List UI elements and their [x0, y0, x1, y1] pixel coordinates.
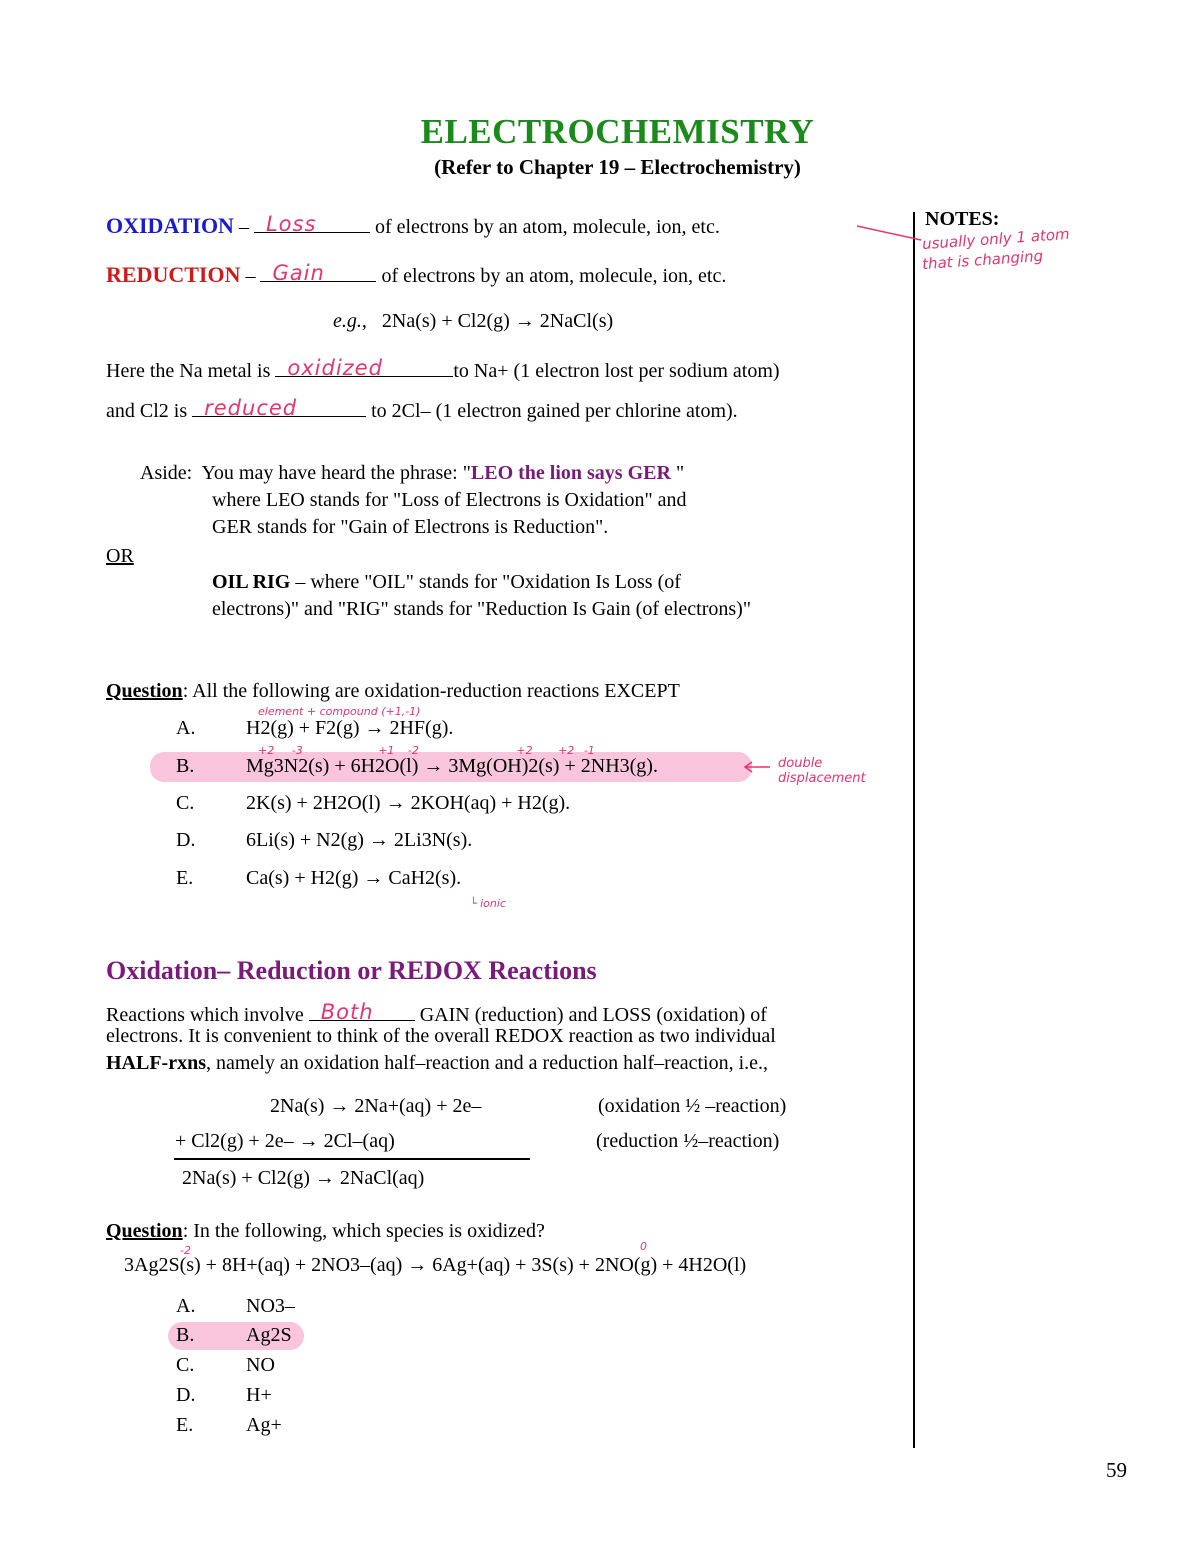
aside-line1-pre: You may have heard the phrase: " [201, 462, 471, 484]
q2-option-a-letter: A. [176, 1295, 196, 1317]
question1-label: Question [106, 680, 183, 702]
q2-mark-1: -2 [180, 1244, 191, 1257]
oxidation-definition [106, 210, 720, 239]
q2-option-b-text: Ag2S [246, 1324, 292, 1346]
reduction-rest: of electrons by an atom, molecule, ion, etc. [381, 265, 727, 287]
notes-handwriting-1: usually only 1 atom [921, 224, 1071, 254]
charge-mg: +2 [258, 744, 275, 757]
notes-label: NOTES: [925, 208, 1000, 230]
oxidation-answer: Loss [265, 212, 317, 236]
half-reaction-reduction: + Cl2(g) + 2e– → 2Cl–(aq) [175, 1130, 395, 1152]
q2-option-d-text: H+ [246, 1384, 272, 1406]
overall-reaction: 2Na(s) + Cl2(g) → 2NaCl(aq) [182, 1167, 425, 1189]
q1-note-e: └ ionic [470, 897, 506, 910]
q1-option-b-letter: B. [176, 755, 195, 777]
example-reaction [333, 310, 613, 333]
notes-handwriting-2: that is changing [921, 246, 1044, 274]
charge-n: -3 [291, 744, 303, 757]
charge-oh2: -1 [583, 744, 595, 757]
q1-option-e-letter: E. [176, 867, 194, 889]
q1-note-e-text: ionic [480, 897, 506, 910]
q1-option-a-text: H2(g) + F2(g) → 2HF(g). [246, 717, 454, 739]
redox-heading: Oxidation– Reduction or REDOX Reactions [106, 956, 597, 985]
oil-line1-text: – where "OIL" stands for "Oxidation Is Loss (of [290, 571, 681, 593]
q2-option-e-text: Ag+ [246, 1414, 282, 1436]
half-reaction-oxidation-label: (oxidation ½ –reaction) [598, 1095, 787, 1117]
half-rxns-term: HALF-rxns [106, 1052, 206, 1074]
oxidation-term: OXIDATION [106, 213, 234, 238]
charge-mg2: +2 [516, 744, 533, 757]
na-line-blank [275, 354, 453, 380]
q1-option-b-text: Mg3N2(s) + 6H2O(l) → 3Mg(OH)2(s) + 2NH3(g). [246, 755, 658, 777]
charge-o: -2 [407, 744, 419, 757]
charge-h: +1 [378, 744, 395, 757]
q1-option-d-letter: D. [176, 829, 196, 851]
cl-line-prefix: and Cl2 is [106, 400, 188, 422]
question1-prompt [106, 680, 680, 703]
q2-option-b-letter: B. [176, 1324, 195, 1346]
redox-p3-post: , namely an oxidation half–reaction and a reduction half–reaction, i.e., [206, 1052, 769, 1074]
question2-prompt [106, 1220, 545, 1243]
oil-rig-term: OIL RIG [212, 571, 291, 593]
redox-blank [309, 998, 415, 1024]
q1-option-c-text: 2K(s) + 2H2O(l) → 2KOH(aq) + H2(g). [246, 792, 571, 814]
q2-option-d-letter: D. [176, 1384, 196, 1406]
double-displacement-arrow-icon [742, 760, 772, 774]
oxidation-dash: – [238, 216, 249, 238]
aside-line-1 [140, 462, 684, 485]
aside-oil-line-1 [212, 571, 681, 594]
question2-label: Question [106, 1220, 183, 1242]
q2-mark-2: 0 [640, 1240, 647, 1253]
example-equation: 2Na(s) + Cl2(g) → 2NaCl(s) [381, 310, 614, 332]
q2-option-c-text: NO [246, 1354, 275, 1376]
reduction-term: REDUCTION [106, 262, 241, 287]
q1-option-c-letter: C. [176, 792, 195, 814]
reduction-dash: – [245, 265, 256, 287]
redox-paragraph-line-2: electrons. It is convenient to think of the overall REDOX reaction as two individual [106, 1025, 776, 1047]
aside-label: Aside: [140, 462, 193, 484]
cl-line-suffix: to 2Cl– (1 electron gained per chlorine atom). [371, 400, 738, 422]
oxidation-blank [254, 210, 370, 236]
na-line-prefix: Here the Na metal is [106, 360, 271, 382]
aside-line1-post: " [670, 462, 685, 484]
charge-oh: +2 [558, 744, 575, 757]
q1-option-a-letter: A. [176, 717, 196, 739]
q2-option-a-text: NO3– [246, 1295, 295, 1317]
question2-text: : In the following, which species is oxidized? [182, 1220, 545, 1242]
notes-divider [913, 212, 915, 1448]
half-reaction-reduction-label: (reduction ½–reaction) [596, 1130, 780, 1152]
na-line-answer: oxidized [287, 356, 383, 380]
cl-line-blank [192, 394, 366, 420]
sum-line [174, 1158, 530, 1160]
cl-line-answer: reduced [204, 396, 298, 420]
redox-answer: Both [320, 1000, 374, 1024]
oxidation-rest: of electrons by an atom, molecule, ion, etc. [374, 216, 720, 238]
redox-paragraph-line-1 [106, 998, 767, 1027]
page-title: ELECTROCHEMISTRY [420, 112, 815, 151]
q1-note-b: double displacement [778, 756, 866, 786]
redox-paragraph-line-3 [106, 1052, 768, 1075]
question2-equation: 3Ag2S(s) + 8H+(aq) + 2NO3–(aq) → 6Ag+(aq) + 3S(s) + 2NO(g) + 4H2O(l) [124, 1254, 747, 1276]
reduction-definition [106, 259, 726, 288]
example-label: e.g., [333, 310, 367, 332]
aside-phrase: LEO the lion says GER [470, 462, 671, 484]
aside-or: OR [106, 545, 134, 567]
aside-oil-line-2: electrons)" and "RIG" stands for "Reduction Is Gain (of electrons)" [212, 598, 752, 620]
na-line-suffix: to Na+ (1 electron lost per sodium atom) [453, 360, 780, 382]
q1-option-e-text: Ca(s) + H2(g) → CaH2(s). [246, 867, 462, 889]
reduction-answer: Gain [272, 261, 325, 285]
aside-line-3: GER stands for "Gain of Electrons is Reduction". [212, 516, 609, 538]
q1-note-a: element + compound (+1,-1) [258, 705, 421, 718]
aside-line-2: where LEO stands for "Loss of Electrons is Oxidation" and [212, 489, 687, 511]
q2-option-c-letter: C. [176, 1354, 195, 1376]
notes-arrow-icon [855, 222, 925, 247]
page-subtitle: (Refer to Chapter 19 – Electrochemistry) [434, 155, 801, 179]
reduction-blank [260, 259, 376, 285]
page-number: 59 [1106, 1458, 1127, 1482]
question1-text: : All the following are oxidation-reduction reactions EXCEPT [182, 680, 680, 702]
cl-reduced-line [106, 394, 738, 423]
half-reaction-oxidation: 2Na(s) → 2Na+(aq) + 2e– [270, 1095, 482, 1117]
na-oxidized-line [106, 354, 780, 383]
redox-p1-pre: Reactions which involve [106, 1004, 304, 1026]
redox-p1-post: GAIN (reduction) and LOSS (oxidation) of [419, 1004, 767, 1026]
q2-option-e-letter: E. [176, 1414, 194, 1436]
q1-option-d-text: 6Li(s) + N2(g) → 2Li3N(s). [246, 829, 473, 851]
